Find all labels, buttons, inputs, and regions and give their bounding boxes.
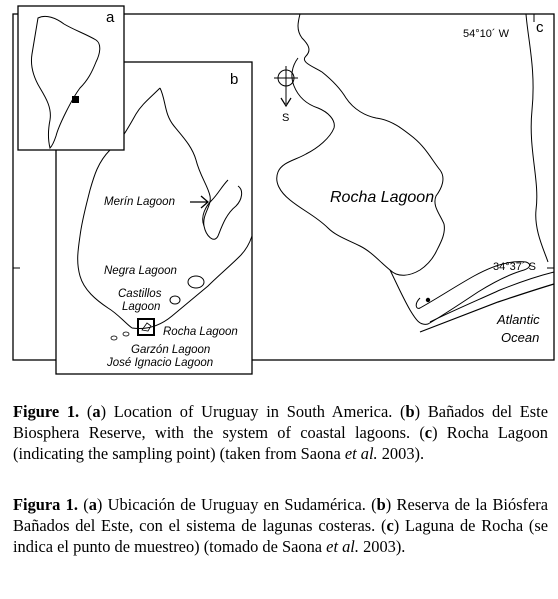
- rocha-lagoon-outline: [277, 14, 445, 275]
- caption-es-et-al: et al.: [326, 537, 359, 556]
- longitude-label: 54°10´ W: [463, 28, 509, 40]
- castillos-label: Castillos: [118, 288, 162, 300]
- garzon-lagoon-label: Garzón Lagoon: [131, 344, 211, 356]
- caption-en-label: Figure 1.: [13, 402, 80, 421]
- negra-lagoon-label: Negra Lagoon: [104, 265, 177, 277]
- rocha-lagoon-label: Rocha Lagoon: [330, 189, 435, 206]
- caption-es-a-letter: a: [88, 495, 97, 514]
- caption-en-a-text: Location of Uruguay in South America.: [113, 402, 393, 421]
- panel-b-letter: b: [230, 71, 239, 88]
- caption-spanish: Figura 1. (a) Ubicación de Uruguay en Sudamérica. (b) Reserva de la Biósfera Bañados del Este, con el sistema de lagunas costeras. (c) Laguna de Rocha (se indica el punto de muestreo) (tomado de Saona et al. 2003).: [13, 495, 549, 556]
- caption-es-c-letter: c: [386, 516, 394, 535]
- caption-es-year: 2003).: [363, 537, 406, 556]
- east-coast: [526, 14, 548, 262]
- ocean-label-line2: Ocean: [501, 330, 540, 345]
- caption-en-a-letter: a: [92, 402, 101, 421]
- jose-ignacio-lagoon-label: José Ignacio Lagoon: [107, 357, 214, 369]
- caption-en-b-text: Bañados del Este Biosphera Reserve, with the system of coastal lagoons.: [13, 402, 549, 442]
- caption-es-c-text: Laguna de Rocha (se indica el punto de muestreo) (tomado de Saona: [13, 516, 549, 556]
- caption-en-b-letter: b: [405, 402, 415, 421]
- panel-a-letter: a: [106, 9, 115, 26]
- castillos-lagoon-word: Lagoon: [122, 301, 161, 313]
- compass-label: S: [282, 112, 290, 124]
- caption-es-b-letter: b: [376, 495, 386, 514]
- merin-lagoon-label: Merín Lagoon: [104, 196, 175, 208]
- rocha-lagoon-label-b: Rocha Lagoon: [163, 326, 238, 338]
- caption-en-c-text: Rocha Lagoon (indicating the sampling point) (taken from Saona: [13, 423, 548, 463]
- caption-en-c-letter: c: [424, 423, 433, 442]
- ocean-label-line1: Atlantic: [497, 312, 540, 327]
- caption-en-year: 2003).: [381, 444, 425, 463]
- caption-es-a-text: Ubicación de Uruguay en Sudamérica.: [107, 495, 366, 514]
- sampling-point: [426, 298, 430, 302]
- caption-es-b-text: Reserva de la Biósfera Bañados del Este, con el sistema de lagunas costeras.: [13, 495, 548, 535]
- panel-c-letter: c: [536, 19, 544, 36]
- latitude-label: 34°37´ S: [493, 261, 536, 273]
- caption-english: Figure 1. (a) Location of Uruguay in South America. (b) Bañados del Este Biosphera Reserve, with the system of coastal lagoons. (c) Rocha Lagoon (indicating the sampling point) (taken from Saona et al. 2003).: [13, 402, 549, 463]
- caption-en-et-al: et al.: [344, 444, 378, 463]
- caption-es-label: Figura 1.: [13, 495, 78, 514]
- uruguay-locator: [72, 96, 79, 103]
